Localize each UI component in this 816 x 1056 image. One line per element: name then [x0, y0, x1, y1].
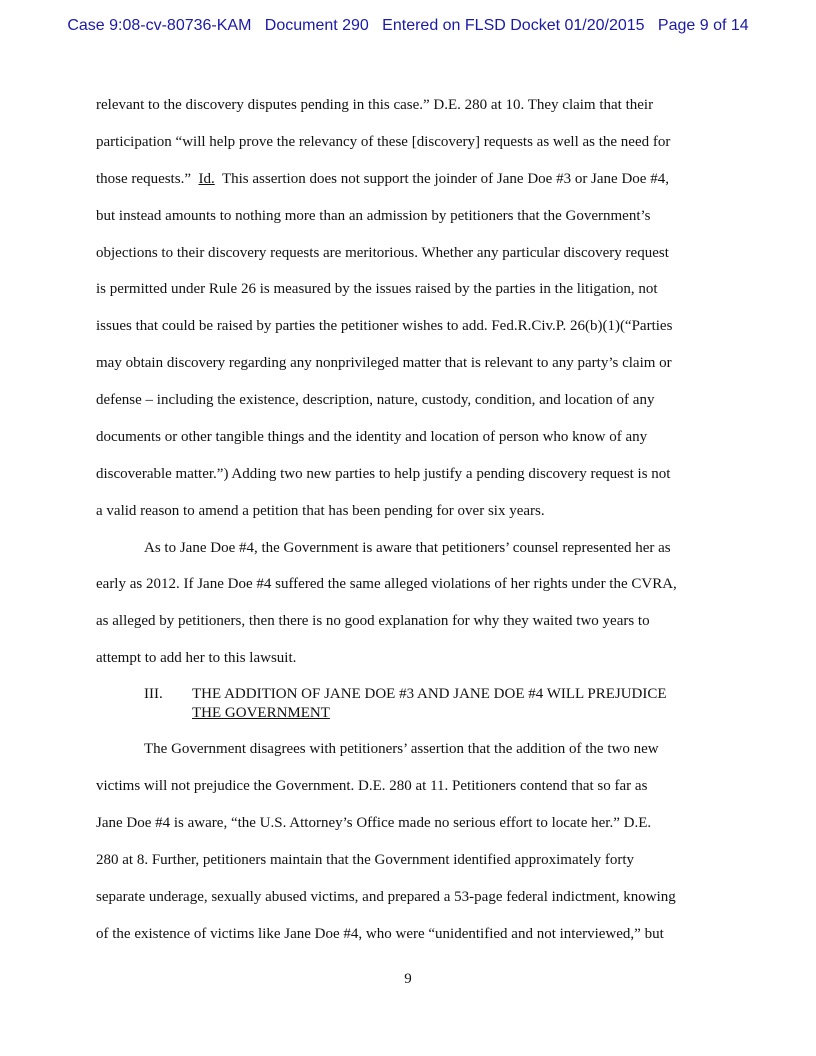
text-line: early as 2012. If Jane Doe #4 suffered the same alleged violations of her rights under the CVRA,	[96, 576, 677, 592]
text-line: objections to their discovery requests are meritorious. Whether any particular discovery request	[96, 245, 669, 261]
text-line: documents or other tangible things and the identity and location of person who know of any	[96, 429, 648, 445]
docket-entry: Entered on FLSD Docket 01/20/2015	[382, 17, 645, 34]
document-number: Document 290	[264, 17, 369, 34]
text-line: 280 at 8. Further, petitioners maintain that the Government identified approximately forty	[96, 852, 635, 868]
text-line	[96, 170, 669, 188]
text-line: attempt to add her to this lawsuit.	[96, 650, 297, 666]
page-number: 9	[404, 971, 412, 987]
text-line: Jane Doe #4 is aware, “the U.S. Attorney’s Office made no serious effort to locate her.” D.E.	[96, 815, 652, 831]
text-segment: those requests.”	[96, 171, 199, 187]
text-line: issues that could be raised by parties the petitioner wishes to add. Fed.R.Civ.P. 26(b)(1)(“Parties	[96, 318, 673, 334]
text-line: but instead amounts to nothing more than an admission by petitioners that the Government’s	[96, 208, 651, 224]
citation-id: Id.	[198, 171, 215, 187]
text-line: may obtain discovery regarding any nonprivileged matter that is relevant to any party’s claim or	[96, 355, 672, 371]
text-line: The Government disagrees with petitioners’ assertion that the addition of the two new	[144, 741, 659, 757]
text-line: participation “will help prove the relevancy of these [discovery] requests as well as the need for	[96, 134, 671, 150]
page-indicator: Page 9 of 14	[657, 17, 749, 34]
text-segment: This assertion does not support the joinder of Jane Doe #3 or Jane Doe #4,	[214, 171, 669, 187]
text-line: victims will not prejudice the Government. D.E. 280 at 11. Petitioners contend that so far as	[96, 778, 648, 794]
text-line: of the existence of victims like Jane Doe #4, who were “unidentified and not interviewed,” but	[96, 926, 664, 942]
text-line: relevant to the discovery disputes pending in this case.” D.E. 280 at 10. They claim that their	[96, 97, 654, 113]
section-heading-line: THE ADDITION OF JANE DOE #3 AND JANE DOE #4 WILL PREJUDICE	[192, 686, 667, 702]
text-line: a valid reason to amend a petition that has been pending for over six years.	[96, 503, 545, 519]
text-line: discoverable matter.”) Adding two new parties to help justify a pending discovery request is not	[96, 466, 671, 482]
case-number: Case 9:08-cv-80736-KAM	[67, 17, 252, 34]
docket-header	[0, 17, 816, 35]
text-line: as alleged by petitioners, then there is no good explanation for why they waited two years to	[96, 613, 650, 629]
text-line: defense – including the existence, description, nature, custody, condition, and location of any	[96, 392, 655, 408]
text-line: separate underage, sexually abused victims, and prepared a 53-page federal indictment, knowing	[96, 889, 676, 905]
section-heading-line: THE GOVERNMENT	[192, 705, 330, 721]
text-line: As to Jane Doe #4, the Government is aware that petitioners’ counsel represented her as	[144, 540, 671, 556]
section-number: III.	[144, 686, 163, 702]
text-line: is permitted under Rule 26 is measured by the issues raised by the parties in the litigation, not	[96, 281, 658, 297]
